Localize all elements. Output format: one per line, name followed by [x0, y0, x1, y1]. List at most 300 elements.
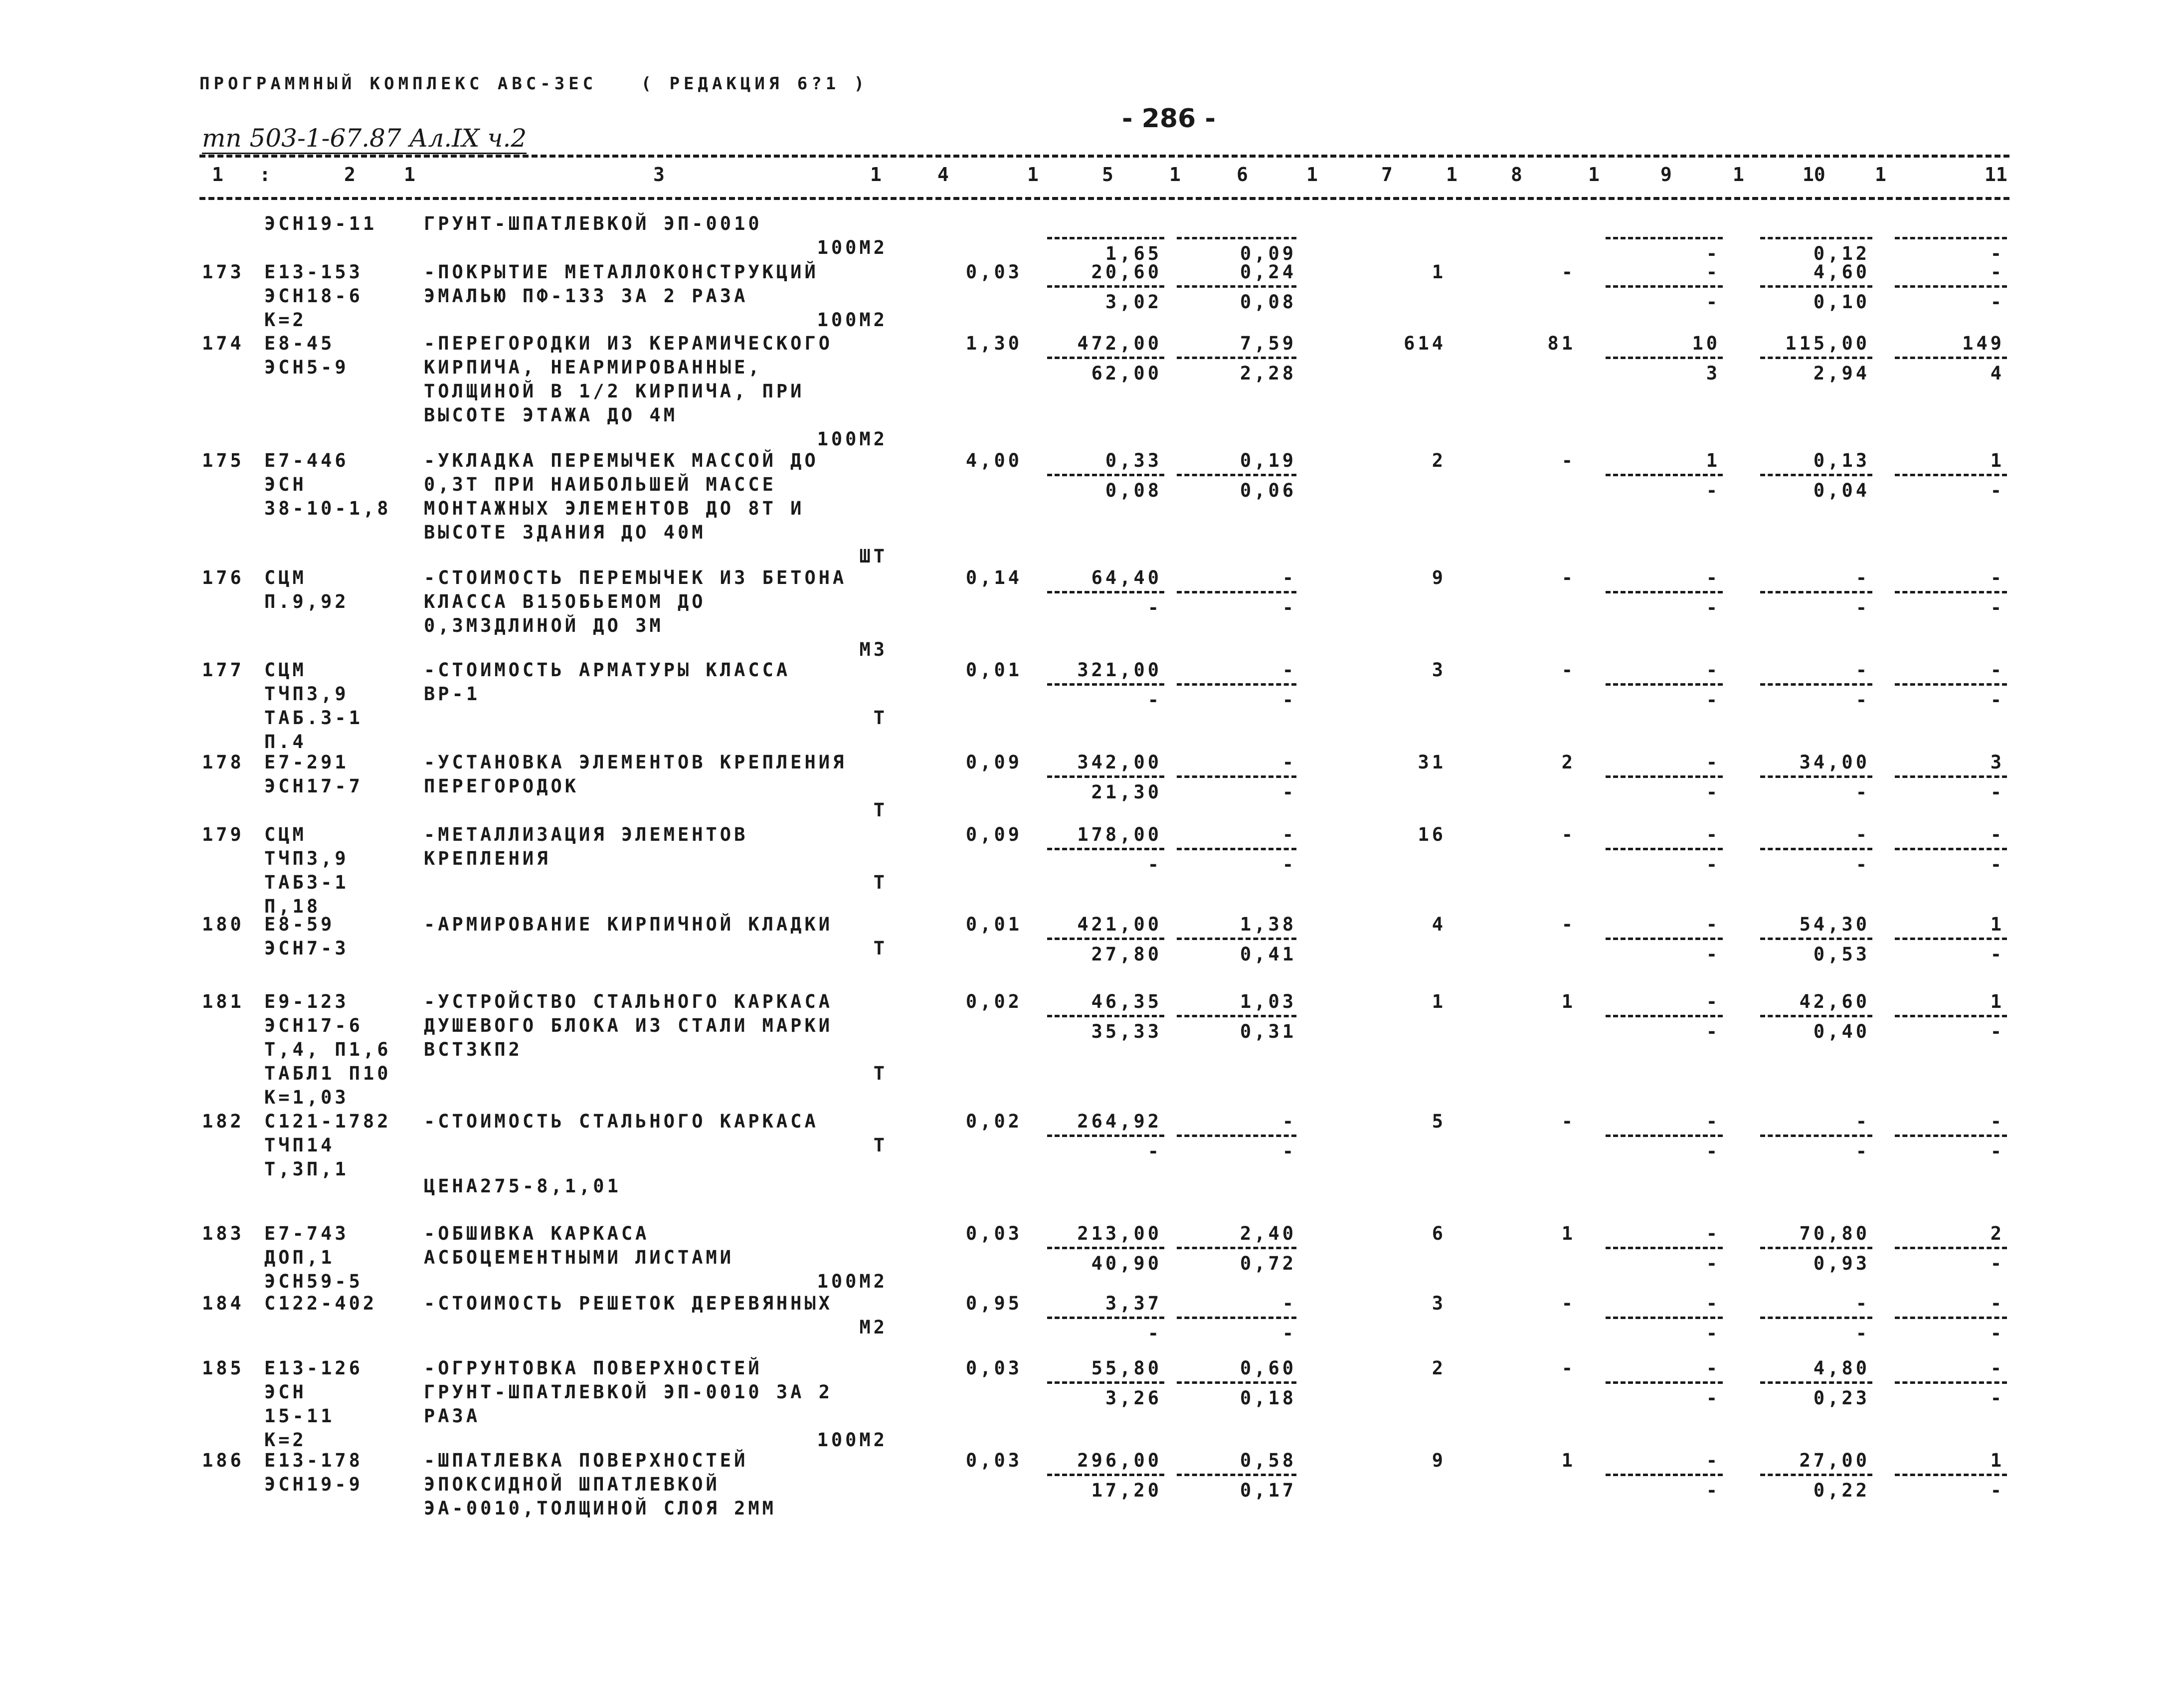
total-cost-wages: 3,26 — [1105, 1387, 1162, 1409]
total-labor-secondary: 4 — [1990, 363, 2004, 384]
labor-hours-secondary: - — [1855, 689, 1870, 711]
wage-cost-secondary: - — [1706, 1253, 1720, 1274]
row-number: 179 — [202, 824, 244, 845]
labor-hours-secondary: - — [1855, 854, 1870, 875]
unit-of-measure: 100М2 — [817, 309, 888, 331]
rate-code: ЭСН18-6 — [264, 285, 363, 307]
operation-cost: 81 — [1547, 333, 1576, 354]
cell-divider — [1047, 1247, 1164, 1249]
unit-of-measure: Т — [873, 707, 888, 729]
work-description: 0,3МЗДЛИНОЙ ДО 3М — [424, 615, 664, 636]
total-cost-wages: 62,00 — [1091, 363, 1162, 384]
total-cost: 342,00 — [1077, 752, 1162, 773]
cell-divider — [1177, 474, 1296, 476]
row-number: 182 — [202, 1111, 244, 1132]
row-number: 184 — [202, 1293, 244, 1314]
cell-divider — [1760, 1317, 1872, 1319]
column-separator: 1 — [1588, 164, 1600, 186]
document-reference — [202, 124, 527, 153]
cell-divider — [1760, 1015, 1872, 1017]
unit-of-measure: М2 — [859, 1317, 888, 1338]
rate-code: ЭСН7-3 — [264, 938, 349, 959]
cell-divider — [1760, 775, 1872, 778]
rate-code: С122-402 — [264, 1293, 377, 1314]
row-number: 177 — [202, 659, 244, 681]
labor-hours: 4,80 — [1813, 1357, 1870, 1379]
total-labor: - — [1990, 1293, 2004, 1314]
work-description: КИРПИЧА, НЕАРМИРОВАННЫЕ, — [424, 357, 762, 378]
cell-divider — [1177, 938, 1296, 940]
cell-divider — [1606, 1317, 1723, 1319]
quantity: 1,30 — [965, 333, 1022, 354]
labor-hours: - — [1855, 567, 1870, 588]
document-reference-text: тп 503-1-67.87 Ал.IX ч.2 — [202, 124, 527, 154]
cell-divider — [1895, 848, 2007, 850]
total-labor-secondary: - — [1990, 689, 2004, 711]
work-description: ЭМАЛЬЮ ПФ-133 ЗА 2 РАЗА — [424, 285, 748, 307]
total-cost: 64,40 — [1091, 567, 1162, 588]
rate-code: Е13-153 — [264, 261, 363, 283]
rate-code: ТЧП3,9 — [264, 848, 349, 869]
work-description: -ОГРУНТОВКА ПОВЕРХНОСТЕЙ — [424, 1357, 762, 1379]
rate-code: Е7-291 — [264, 752, 349, 773]
total-cost: 296,00 — [1077, 1450, 1162, 1471]
cell-divider — [1047, 1474, 1164, 1476]
column-separator: : — [259, 164, 271, 186]
rate-code: СЦМ — [264, 824, 307, 845]
labor-hours: 42,60 — [1799, 991, 1870, 1012]
column-header-8: 8 — [1511, 164, 1522, 186]
work-description: -ПЕРЕГОРОДКИ ИЗ КЕРАМИЧЕСКОГО — [424, 333, 833, 354]
labor-hours-secondary: 0,23 — [1813, 1387, 1870, 1409]
machine-cost-wages: 0,31 — [1240, 1021, 1296, 1042]
column-separator: 1 — [404, 164, 415, 186]
wage-cost: - — [1706, 1450, 1720, 1471]
cell-divider — [1895, 1247, 2007, 1249]
column-separator: 1 — [1446, 164, 1457, 186]
column-header-2: 2 — [344, 164, 356, 186]
labor-hours: - — [1855, 1111, 1870, 1132]
work-description: -СТОИМОСТЬ ПЕРЕМЫЧЕК ИЗ БЕТОНА — [424, 567, 847, 588]
cell-divider — [1177, 1247, 1296, 1249]
cell-divider — [1606, 591, 1723, 593]
total-labor-secondary: - — [1990, 1140, 2004, 1162]
total-cost-wages: 40,90 — [1091, 1253, 1162, 1274]
program-header — [199, 74, 868, 94]
rate-code: К=2 — [264, 309, 307, 331]
rate-code: К=2 — [264, 1429, 307, 1451]
column-header-5: 5 — [1102, 164, 1113, 186]
work-description: -АРМИРОВАНИЕ КИРПИЧНОЙ КЛАДКИ — [424, 914, 833, 935]
column-separator: 1 — [1875, 164, 1886, 186]
labor-hours: 0,13 — [1813, 450, 1870, 471]
labor-hours-secondary: 0,40 — [1813, 1021, 1870, 1042]
rate-code: 15-11 — [264, 1405, 335, 1427]
cell-divider — [1760, 1381, 1872, 1384]
machine-cost: 1,03 — [1240, 991, 1296, 1012]
rate-code: ЭСН17-7 — [264, 775, 363, 797]
cell-divider — [1177, 1015, 1296, 1017]
total-cost: 264,92 — [1077, 1111, 1162, 1132]
column-header-9: 9 — [1660, 164, 1672, 186]
total-labor: 3 — [1990, 752, 2004, 773]
rate-code: Т,3П,1 — [264, 1158, 349, 1180]
rate-code: СЦМ — [264, 567, 307, 588]
operation-cost: - — [1561, 659, 1576, 681]
cell-divider — [1047, 474, 1164, 476]
work-description: -МЕТАЛЛИЗАЦИЯ ЭЛЕМЕНТОВ — [424, 824, 748, 845]
work-description: ЭА-0010,ТОЛЩИНОЙ СЛОЯ 2ММ — [424, 1498, 776, 1519]
total-cost: 55,80 — [1091, 1357, 1162, 1379]
work-description: -ШПАТЛЕВКА ПОВЕРХНОСТЕЙ — [424, 1450, 748, 1471]
cell-divider — [1177, 285, 1296, 288]
total-labor-secondary: - — [1990, 1021, 2004, 1042]
unit-of-measure: Т — [873, 799, 888, 821]
wage-cost-secondary: - — [1706, 1480, 1720, 1501]
rate-code: ТАБЛ1 П10 — [264, 1063, 391, 1084]
labor-hours: 27,00 — [1799, 1450, 1870, 1471]
row-number: 186 — [202, 1450, 244, 1471]
work-description: -ПОКРЫТИЕ МЕТАЛЛОКОНСТРУКЦИЙ — [424, 261, 819, 283]
cell-divider — [1606, 938, 1723, 940]
work-description: ВСТ3КП2 — [424, 1039, 523, 1060]
work-description: ДУШЕВОГО БЛОКА ИЗ СТАЛИ МАРКИ — [424, 1015, 833, 1036]
total-labor: 2 — [1990, 1223, 2004, 1244]
cell-divider — [1895, 237, 2007, 239]
work-description: -СТОИМОСТЬ СТАЛЬНОГО КАРКАСА — [424, 1111, 819, 1132]
cell-divider — [1047, 285, 1164, 288]
total-labor-secondary: - — [1990, 597, 2004, 618]
work-description: ГРУНТ-ШПАТЛЕВКОЙ ЭП-0010 — [424, 213, 762, 234]
cell-divider — [1760, 591, 1872, 593]
labor-hours-secondary: - — [1855, 1323, 1870, 1344]
edition-label: ( РЕДАКЦИЯ 6?1 ) — [641, 74, 869, 94]
wage-cost: - — [1706, 914, 1720, 935]
column-header-4: 4 — [937, 164, 949, 186]
total-cost-wages: 1,65 — [1105, 243, 1162, 264]
row-number: 178 — [202, 752, 244, 773]
labor-cost: 5 — [1432, 1111, 1446, 1132]
work-description: -СТОИМОСТЬ РЕШЕТОК ДЕРЕВЯННЫХ — [424, 1293, 833, 1314]
rate-code: Е8-59 — [264, 914, 335, 935]
cell-divider — [1895, 474, 2007, 476]
cell-divider — [1177, 1317, 1296, 1319]
cell-divider — [1047, 1135, 1164, 1137]
total-cost-wages: - — [1147, 854, 1162, 875]
machine-cost: 2,40 — [1240, 1223, 1296, 1244]
unit-of-measure: 100М2 — [817, 237, 888, 258]
labor-hours: 115,00 — [1785, 333, 1870, 354]
cell-divider — [1760, 938, 1872, 940]
unit-of-measure: Т — [873, 872, 888, 893]
cell-divider — [1760, 474, 1872, 476]
unit-of-measure: М3 — [859, 639, 888, 660]
labor-cost: 31 — [1418, 752, 1446, 773]
cell-divider — [1606, 775, 1723, 778]
top-rule — [199, 155, 2009, 158]
labor-cost: 16 — [1418, 824, 1446, 845]
total-labor: 1 — [1990, 914, 2004, 935]
total-cost-wages: 21,30 — [1091, 781, 1162, 803]
machine-cost-wages: 0,18 — [1240, 1387, 1296, 1409]
labor-hours-secondary: - — [1855, 781, 1870, 803]
cell-divider — [1177, 1474, 1296, 1476]
total-cost: 46,35 — [1091, 991, 1162, 1012]
labor-hours: - — [1855, 1293, 1870, 1314]
total-cost-wages: - — [1147, 597, 1162, 618]
operation-cost: - — [1561, 261, 1576, 283]
row-number: 180 — [202, 914, 244, 935]
total-cost: 178,00 — [1077, 824, 1162, 845]
machine-cost: 1,38 — [1240, 914, 1296, 935]
page-number: - 286 - — [1122, 104, 1216, 134]
machine-cost: - — [1282, 659, 1296, 681]
labor-cost: 9 — [1432, 1450, 1446, 1471]
column-separator: 1 — [870, 164, 882, 186]
total-labor: 1 — [1990, 991, 2004, 1012]
total-cost-wages: - — [1147, 689, 1162, 711]
quantity: 0,02 — [965, 991, 1022, 1012]
rate-code: П.4 — [264, 731, 307, 753]
machine-cost-wages: - — [1282, 1140, 1296, 1162]
total-cost: 213,00 — [1077, 1223, 1162, 1244]
cell-divider — [1047, 237, 1164, 239]
work-description: ТОЛЩИНОЙ В 1/2 КИРПИЧА, ПРИ — [424, 380, 805, 402]
unit-of-measure: 100М2 — [817, 428, 888, 450]
cell-divider — [1047, 1015, 1164, 1017]
total-cost: 472,00 — [1077, 333, 1162, 354]
cell-divider — [1177, 683, 1296, 686]
cell-divider — [1606, 357, 1723, 359]
cell-divider — [1047, 683, 1164, 686]
rate-code: ТАБ3-1 — [264, 872, 349, 893]
quantity: 0,01 — [965, 659, 1022, 681]
machine-cost: - — [1282, 1111, 1296, 1132]
wage-cost: - — [1706, 1357, 1720, 1379]
cell-divider — [1760, 237, 1872, 239]
total-labor: 149 — [1962, 333, 2004, 354]
work-description: ВЫСОТЕ ЭТАЖА ДО 4М — [424, 404, 678, 426]
wage-cost-secondary: - — [1706, 1140, 1720, 1162]
total-labor-secondary: - — [1990, 480, 2004, 501]
cell-divider — [1047, 591, 1164, 593]
wage-cost: - — [1706, 752, 1720, 773]
machine-cost: - — [1282, 824, 1296, 845]
cell-divider — [1606, 474, 1723, 476]
work-description: ЭПОКСИДНОЙ ШПАТЛЕВКОЙ — [424, 1474, 720, 1495]
cell-divider — [1895, 357, 2007, 359]
cell-divider — [1047, 357, 1164, 359]
work-description: 0,3Т ПРИ НАИБОЛЬШЕЙ МАССЕ — [424, 474, 776, 495]
labor-hours-secondary: 0,04 — [1813, 480, 1870, 501]
wage-cost-secondary: - — [1706, 944, 1720, 965]
cell-divider — [1895, 938, 2007, 940]
cell-divider — [1606, 285, 1723, 288]
machine-cost-wages: 0,06 — [1240, 480, 1296, 501]
total-labor-secondary: - — [1990, 944, 2004, 965]
total-labor: 1 — [1990, 450, 2004, 471]
machine-cost: 0,60 — [1240, 1357, 1296, 1379]
labor-hours: - — [1855, 824, 1870, 845]
quantity: 0,02 — [965, 1111, 1022, 1132]
rate-code: ЭСН19-9 — [264, 1474, 363, 1495]
header-rule — [199, 197, 2009, 200]
work-description: -СТОИМОСТЬ АРМАТУРЫ КЛАССА — [424, 659, 791, 681]
labor-hours-secondary: 0,10 — [1813, 291, 1870, 313]
machine-cost-wages: 0,72 — [1240, 1253, 1296, 1274]
cell-divider — [1606, 683, 1723, 686]
wage-cost-secondary: - — [1706, 689, 1720, 711]
rate-code: 38-10-1,8 — [264, 498, 391, 519]
operation-cost: 2 — [1561, 752, 1576, 773]
quantity: 0,03 — [965, 1357, 1022, 1379]
machine-cost: 7,59 — [1240, 333, 1296, 354]
cell-divider — [1047, 848, 1164, 850]
machine-cost: - — [1282, 1293, 1296, 1314]
machine-cost-wages: - — [1282, 689, 1296, 711]
work-description: ПЕРЕГОРОДОК — [424, 775, 579, 797]
cell-divider — [1177, 848, 1296, 850]
rate-code: П.9,92 — [264, 591, 349, 612]
rate-code: Е13-178 — [264, 1450, 363, 1471]
rate-code: С121-1782 — [264, 1111, 391, 1132]
operation-cost: - — [1561, 567, 1576, 588]
work-description: -УСТРОЙСТВО СТАЛЬНОГО КАРКАСА — [424, 991, 833, 1012]
machine-cost-wages: 0,17 — [1240, 1480, 1296, 1501]
total-labor: - — [1990, 261, 2004, 283]
labor-cost: 1 — [1432, 261, 1446, 283]
wage-cost-secondary: 3 — [1706, 363, 1720, 384]
machine-cost-wages: 0,41 — [1240, 944, 1296, 965]
cell-divider — [1177, 591, 1296, 593]
unit-of-measure: Т — [873, 938, 888, 959]
column-header-11: 11 — [1985, 164, 2007, 186]
cell-divider — [1760, 848, 1872, 850]
work-description: -УСТАНОВКА ЭЛЕМЕНТОВ КРЕПЛЕНИЯ — [424, 752, 847, 773]
wage-cost-secondary: - — [1706, 480, 1720, 501]
work-description: ВР-1 — [424, 683, 481, 705]
column-header-3: 3 — [653, 164, 665, 186]
cell-divider — [1177, 1381, 1296, 1384]
quantity: 0,09 — [965, 824, 1022, 845]
cell-divider — [1047, 1381, 1164, 1384]
column-separator: 1 — [1733, 164, 1744, 186]
wage-cost-secondary: - — [1706, 1323, 1720, 1344]
total-cost: 0,33 — [1105, 450, 1162, 471]
row-number: 181 — [202, 991, 244, 1012]
labor-hours: 54,30 — [1799, 914, 1870, 935]
work-description: ВЫСОТЕ ЗДАНИЯ ДО 40М — [424, 522, 706, 543]
total-cost: 3,37 — [1105, 1293, 1162, 1314]
cell-divider — [1177, 1135, 1296, 1137]
cell-divider — [1895, 285, 2007, 288]
total-labor: 1 — [1990, 1450, 2004, 1471]
total-cost: 20,60 — [1091, 261, 1162, 283]
machine-cost-wages: 0,09 — [1240, 243, 1296, 264]
column-separator: 1 — [1027, 164, 1039, 186]
rate-code: Е7-446 — [264, 450, 349, 471]
cell-divider — [1606, 1247, 1723, 1249]
rate-code: К=1,03 — [264, 1087, 349, 1108]
quantity: 0,01 — [965, 914, 1022, 935]
labor-cost: 614 — [1404, 333, 1446, 354]
row-number: 175 — [202, 450, 244, 471]
cell-divider — [1047, 1317, 1164, 1319]
wage-cost: - — [1706, 567, 1720, 588]
program-title: ПРОГРАММНЫЙ КОМПЛЕКС АВС-3ЕС — [199, 74, 597, 94]
operation-cost: - — [1561, 1293, 1576, 1314]
rate-code: Т,4, П1,6 — [264, 1039, 391, 1060]
machine-cost-wages: 2,28 — [1240, 363, 1296, 384]
labor-hours: - — [1855, 659, 1870, 681]
quantity: 0,95 — [965, 1293, 1022, 1314]
total-cost-wages: - — [1147, 1323, 1162, 1344]
row-number: 174 — [202, 333, 244, 354]
machine-cost-wages: - — [1282, 597, 1296, 618]
total-cost: 321,00 — [1077, 659, 1162, 681]
row-number: 173 — [202, 261, 244, 283]
operation-cost: - — [1561, 1111, 1576, 1132]
labor-hours: 34,00 — [1799, 752, 1870, 773]
operation-cost: 1 — [1561, 1223, 1576, 1244]
labor-cost: 2 — [1432, 450, 1446, 471]
labor-cost: 6 — [1432, 1223, 1446, 1244]
wage-cost: 10 — [1692, 333, 1720, 354]
machine-cost-wages: - — [1282, 1323, 1296, 1344]
rate-code: Е13-126 — [264, 1357, 363, 1379]
cell-divider — [1760, 1247, 1872, 1249]
total-labor-secondary: - — [1990, 854, 2004, 875]
machine-cost: - — [1282, 752, 1296, 773]
wage-cost-secondary: - — [1706, 1021, 1720, 1042]
rate-code: ТАБ.3-1 — [264, 707, 363, 729]
total-labor-secondary: - — [1990, 1387, 2004, 1409]
cell-divider — [1606, 237, 1723, 239]
total-labor: - — [1990, 1111, 2004, 1132]
wage-cost-secondary: - — [1706, 781, 1720, 803]
rate-code: ЭСН — [264, 1381, 307, 1403]
cell-divider — [1047, 775, 1164, 778]
work-description: МОНТАЖНЫХ ЭЛЕМЕНТОВ ДО 8Т И — [424, 498, 805, 519]
rate-code: ТЧП3,9 — [264, 683, 349, 705]
labor-cost: 3 — [1432, 1293, 1446, 1314]
labor-hours: 70,80 — [1799, 1223, 1870, 1244]
cell-divider — [1047, 938, 1164, 940]
labor-hours: 4,60 — [1813, 261, 1870, 283]
operation-cost: 1 — [1561, 1450, 1576, 1471]
quantity: 0,03 — [965, 1450, 1022, 1471]
labor-hours-secondary: 0,93 — [1813, 1253, 1870, 1274]
wage-cost-secondary: - — [1706, 243, 1720, 264]
wage-cost: - — [1706, 1293, 1720, 1314]
wage-cost-secondary: - — [1706, 1387, 1720, 1409]
column-header-10: 10 — [1803, 164, 1825, 186]
quantity: 4,00 — [965, 450, 1022, 471]
rate-code: ЭСН17-6 — [264, 1015, 363, 1036]
cell-divider — [1895, 1135, 2007, 1137]
cell-divider — [1895, 775, 2007, 778]
row-number: 183 — [202, 1223, 244, 1244]
work-description: -УКЛАДКА ПЕРЕМЫЧЕК МАССОЙ ДО — [424, 450, 819, 471]
cell-divider — [1895, 683, 2007, 686]
column-header-6: 6 — [1237, 164, 1248, 186]
labor-hours-secondary: 2,94 — [1813, 363, 1870, 384]
unit-of-measure: Т — [873, 1135, 888, 1156]
total-labor-secondary: - — [1990, 243, 2004, 264]
cell-divider — [1177, 775, 1296, 778]
cell-divider — [1760, 285, 1872, 288]
rate-code: Е7-743 — [264, 1223, 349, 1244]
